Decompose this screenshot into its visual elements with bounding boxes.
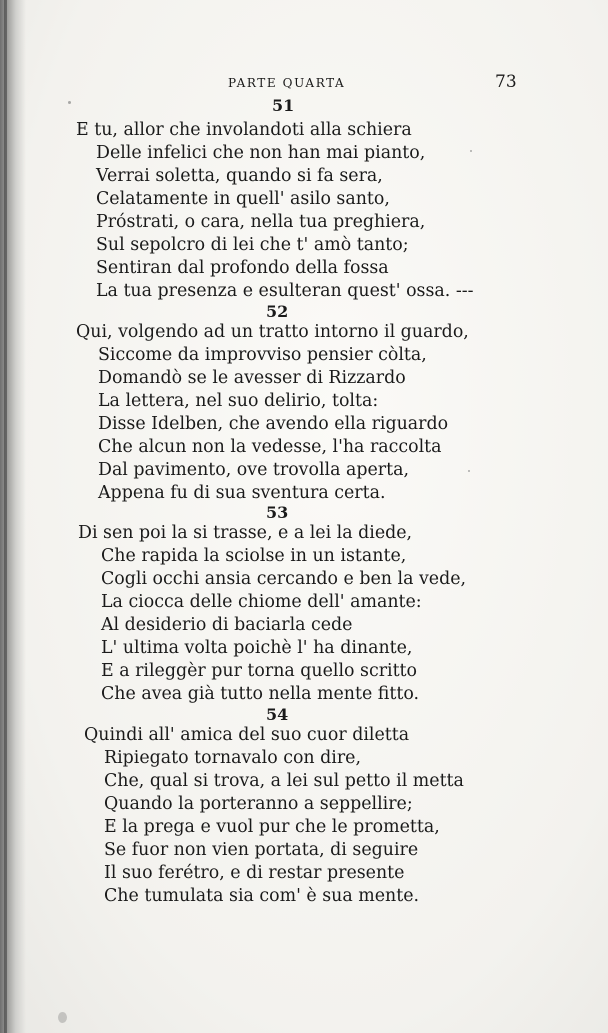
verse-line: Appena fu di sua sventura certa. (98, 483, 386, 503)
page-number: 73 (495, 72, 517, 92)
paper-speck (58, 1012, 67, 1023)
verse-line: Próstrati, o cara, nella tua preghiera, (96, 212, 426, 232)
verse-line: Qui, volgendo ad un tratto intorno il guardo, (76, 322, 469, 342)
verse-line: Che avea già tutto nella mente fitto. (101, 684, 420, 704)
running-title: PARTE QUARTA (228, 76, 346, 90)
stanza-number: 52 (266, 302, 289, 321)
verse-line: Disse Idelben, che avendo ella riguardo (98, 414, 449, 434)
verse-line: Se fuor non vien portata, di seguire (104, 840, 419, 860)
verse-line: Sentiran dal profondo della fossa (96, 258, 389, 278)
verse-line: Domandò se le avesser di Rizzardo (98, 368, 406, 388)
verse-line: E la prega e vuol pur che le prometta, (104, 817, 440, 837)
stanza-number: 51 (272, 96, 295, 115)
verse-line: La tua presenza e esulteran quest' ossa. --- (96, 281, 474, 301)
paper-speck (470, 150, 472, 152)
verse-line: Che alcun non la vedesse, l'ha raccolta (98, 437, 442, 457)
paper-speck (68, 101, 71, 104)
verse-line: La lettera, nel suo delirio, tolta: (98, 391, 379, 411)
verse-line: Di sen poi la si trasse, e a lei la diede, (78, 523, 413, 543)
verse-line: Celatamente in quell' asilo santo, (96, 189, 390, 209)
verse-line: Dal pavimento, ove trovolla aperta, (98, 460, 409, 480)
verse-line: Quando la porteranno a seppellire; (104, 794, 413, 814)
verse-line: Siccome da improvviso pensier còlta, (98, 345, 427, 365)
verse-line: Verrai soletta, quando si fa sera, (96, 166, 383, 186)
verse-line: La ciocca delle chiome dell' amante: (101, 592, 422, 612)
verse-line: Quindi all' amica del suo cuor diletta (84, 725, 410, 745)
verse-line: Il suo ferétro, e di restar presente (104, 863, 405, 883)
verse-line: E tu, allor che involandoti alla schiera (76, 120, 412, 140)
verse-line: Cogli occhi ansia cercando e ben la vede, (101, 569, 467, 589)
binding-edge (4, 0, 7, 1033)
verse-line: L' ultima volta poichè l' ha dinante, (101, 638, 413, 658)
stanza-number: 54 (266, 705, 289, 724)
verse-line: Che tumulata sia com' è sua mente. (104, 886, 420, 906)
paper-speck (468, 470, 470, 472)
verse-line: Sul sepolcro di lei che t' amò tanto; (96, 235, 409, 255)
stanza-number: 53 (266, 503, 289, 522)
verse-line: Al desiderio di baciarla cede (101, 615, 353, 635)
verse-line: E a rileggèr pur torna quello scritto (101, 661, 418, 681)
verse-line: Che rapida la sciolse in un istante, (101, 546, 407, 566)
verse-line: Che, qual si trova, a lei sul petto il metta (104, 771, 464, 791)
verse-line: Ripiegato tornavalo con dire, (104, 748, 361, 768)
verse-line: Delle infelici che non han mai pianto, (96, 143, 426, 163)
